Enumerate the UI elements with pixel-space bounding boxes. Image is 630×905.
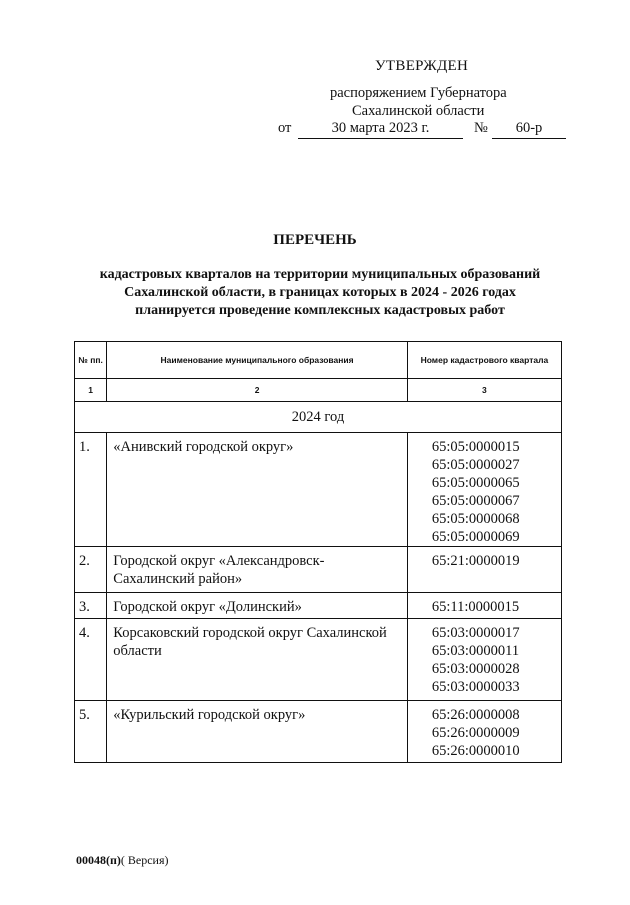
document-code: 00048(п)	[76, 853, 121, 867]
quarter-number: 65:05:0000067	[431, 493, 520, 509]
municipality-name: Городской округ «Александровск-Сахалинский район»	[107, 547, 408, 593]
quarter-number: 65:05:0000015	[431, 439, 520, 455]
quarter-number: 65:26:0000009	[431, 725, 520, 741]
order-line-1: распоряжением Губернатора	[330, 85, 507, 101]
row-number: 2.	[75, 547, 107, 593]
row-number: 1.	[75, 433, 107, 547]
document-footer	[76, 853, 169, 868]
quarter-number: 65:26:0000008	[431, 707, 520, 723]
table-row	[75, 701, 562, 763]
year-label: 2024 год	[75, 402, 562, 433]
quarter-list	[407, 593, 561, 619]
order-line-2: Сахалинской области	[352, 103, 485, 119]
subtitle-line: планируется проведение комплексных кадастровых работ	[135, 303, 505, 318]
table-row	[75, 593, 562, 619]
quarter-number: 65:26:0000010	[431, 743, 520, 759]
quarter-number: 65:21:0000019	[431, 553, 520, 569]
quarter-number: 65:11:0000015	[431, 599, 520, 615]
quarter-number: 65:03:0000033	[431, 679, 520, 695]
quarter-number: 65:03:0000017	[431, 625, 520, 641]
col-number: 1	[75, 379, 107, 402]
document-subtitle	[40, 266, 600, 320]
subtitle-line: кадастровых кварталов на территории муниципальных образований	[99, 267, 541, 282]
approved-label: УТВЕРЖДЕН	[375, 58, 469, 74]
number-label: №	[474, 120, 488, 136]
row-number: 5.	[75, 701, 107, 763]
table-header-row	[75, 342, 562, 379]
column-number-row	[75, 379, 562, 402]
table-row	[75, 619, 562, 701]
subtitle-line: Сахалинской области, в границах которых в 2024 - 2026 годах	[124, 285, 516, 300]
col-number: 3	[407, 379, 561, 402]
municipality-name: «Анивский городской округ»	[107, 433, 408, 547]
order-date-line	[278, 120, 578, 140]
quarter-list	[407, 433, 561, 547]
quarter-list	[407, 701, 561, 763]
quarter-number: 65:05:0000027	[431, 457, 520, 473]
municipality-name: Корсаковский городской округ Сахалинской области	[107, 619, 408, 701]
municipality-name: Городской округ «Долинский»	[107, 593, 408, 619]
header-quarter: Номер кадастрового квартала	[407, 342, 561, 379]
quarter-number: 65:03:0000011	[431, 643, 520, 659]
municipality-name: «Курильский городской округ»	[107, 701, 408, 763]
quarter-number: 65:05:0000068	[431, 511, 520, 527]
quarter-list	[407, 547, 561, 593]
table-row	[75, 433, 562, 547]
quarter-number: 65:03:0000028	[431, 661, 520, 677]
from-label: от	[278, 120, 292, 136]
document-title: ПЕРЕЧЕНЬ	[273, 232, 357, 248]
table-row	[75, 547, 562, 593]
header-num: № пп.	[75, 342, 107, 379]
order-number: 60-р	[492, 120, 566, 139]
header-name: Наименование муниципального образования	[107, 342, 408, 379]
col-number: 2	[107, 379, 408, 402]
cadastral-table	[74, 341, 562, 763]
document-version: ( Версия)	[120, 853, 169, 867]
row-number: 3.	[75, 593, 107, 619]
order-date: 30 марта 2023 г.	[298, 120, 463, 139]
row-number: 4.	[75, 619, 107, 701]
quarter-list	[407, 619, 561, 701]
quarter-number: 65:05:0000069	[431, 529, 520, 545]
year-row	[75, 402, 562, 433]
quarter-number: 65:05:0000065	[431, 475, 520, 491]
